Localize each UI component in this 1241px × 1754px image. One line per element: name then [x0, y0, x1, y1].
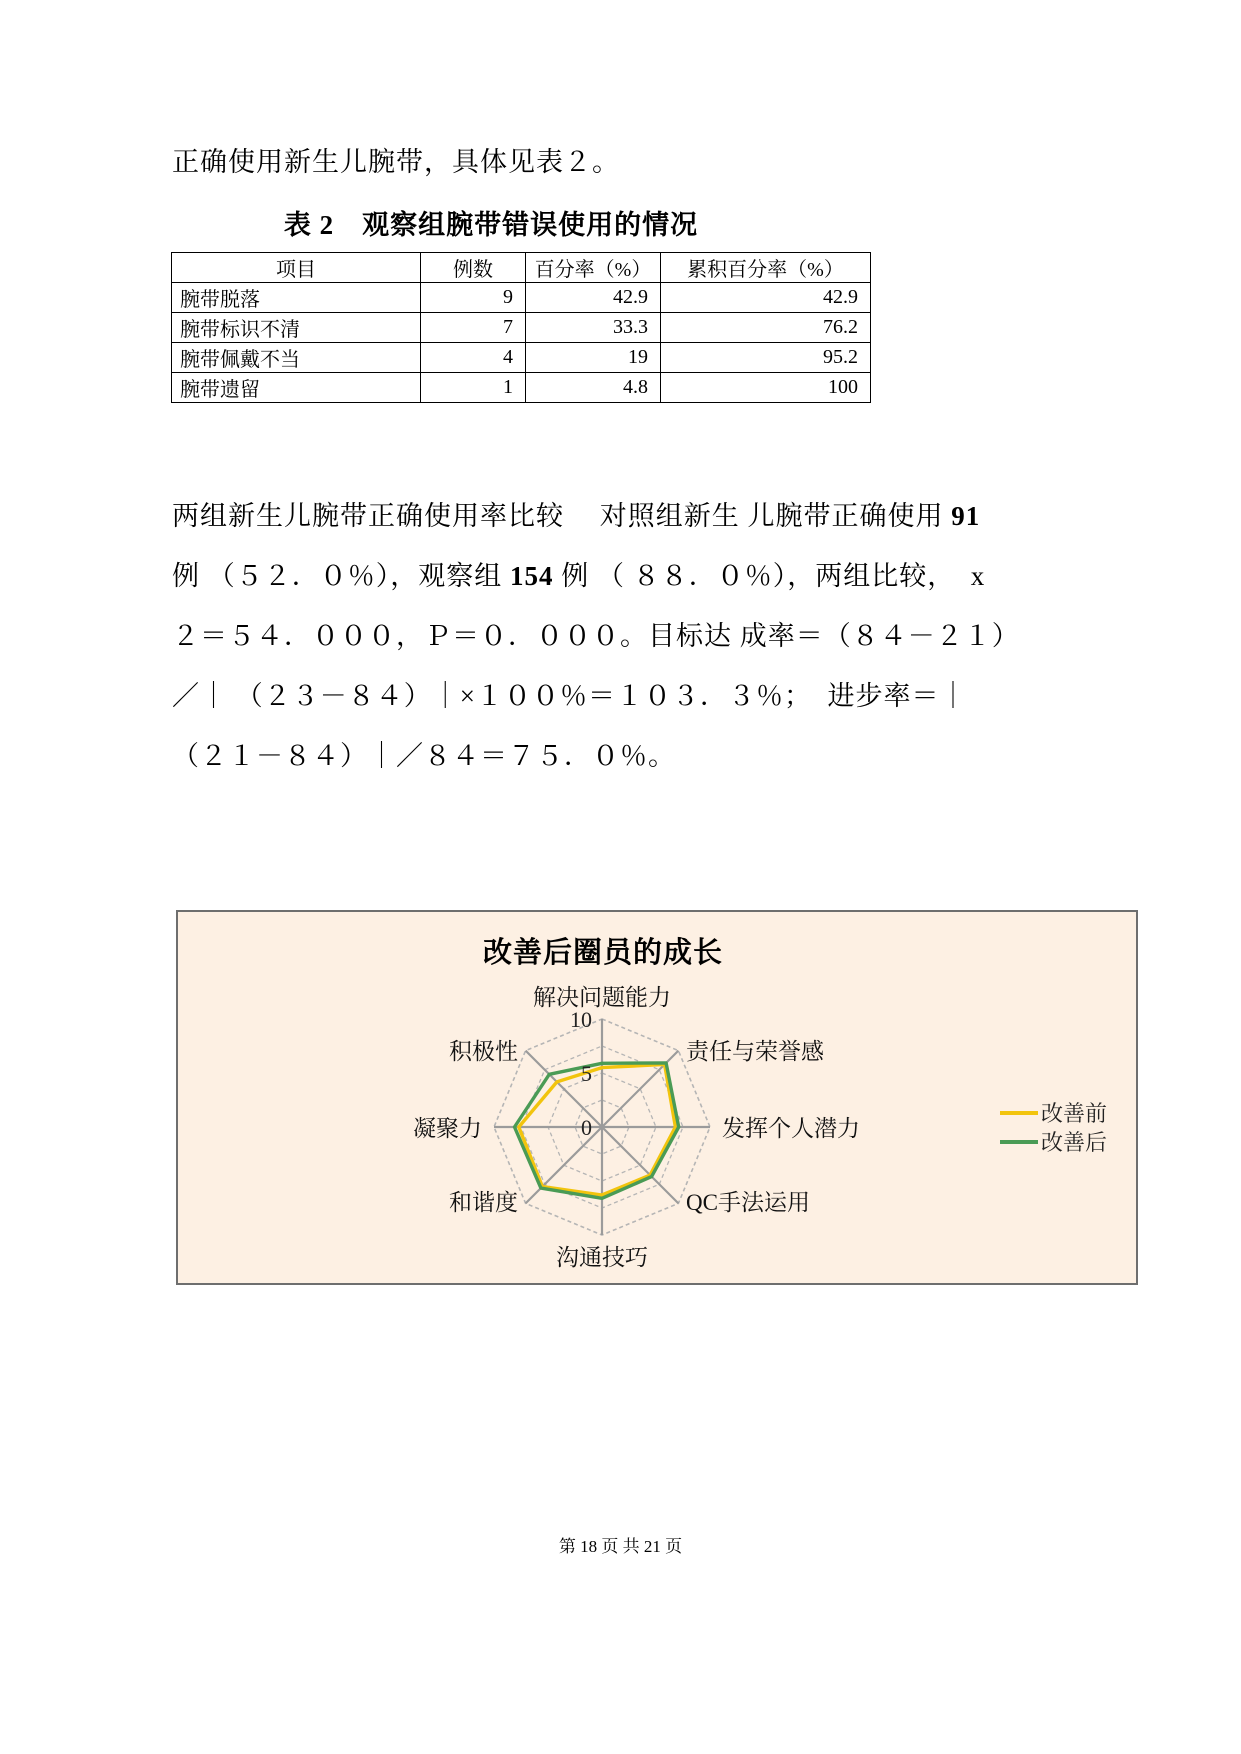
- bold-number: 154: [510, 561, 554, 591]
- paragraph-line: ／｜ （２３－８４）｜×１００％＝１０３．３％； 进步率＝｜: [172, 681, 968, 711]
- legend-line-after-icon: [1000, 1140, 1038, 1144]
- paragraph-text: 例 （ ８８．０％），两组比较， x: [553, 561, 986, 591]
- value-cell: 4.8: [526, 373, 661, 403]
- value-cell: 7: [421, 313, 526, 343]
- category-label: 解决问题能力: [533, 985, 671, 1010]
- value-cell: 1: [421, 373, 526, 403]
- category-label: 发挥个人潜力: [722, 1116, 860, 1141]
- paragraph-text: 例 （５２．０％），观察组: [172, 561, 510, 591]
- legend-label-before: 改善前: [1041, 1101, 1108, 1126]
- tick-label: 5: [581, 1061, 592, 1086]
- category-label: 积极性: [449, 1039, 518, 1064]
- item-cell: 腕带遗留: [172, 373, 421, 403]
- legend-label-after: 改善后: [1041, 1130, 1108, 1155]
- bold-number: 91: [951, 501, 981, 531]
- value-cell: 4: [421, 343, 526, 373]
- value-cell: 42.9: [661, 283, 871, 313]
- value-cell: 33.3: [526, 313, 661, 343]
- comparison-paragraph: [172, 486, 1102, 786]
- page-number: 第 18 页 共 21 页: [558, 1537, 683, 1556]
- category-label: 和谐度: [449, 1190, 518, 1215]
- col-header-cum-percent: 累积百分率（%）: [661, 253, 871, 283]
- item-cell: 腕带标识不清: [172, 313, 421, 343]
- category-label: 沟通技巧: [556, 1245, 648, 1270]
- table-title: 表 2 观察组腕带错误使用的情况: [283, 210, 699, 240]
- tick-label: 10: [570, 1007, 592, 1032]
- paragraph-text: 两组新生儿腕带正确使用率比较 对照组新生 儿腕带正确使用: [172, 501, 952, 531]
- tick-label: 0: [581, 1115, 592, 1140]
- table-row: [172, 313, 871, 343]
- table-row: [172, 343, 871, 373]
- category-label: 凝聚力: [413, 1116, 482, 1141]
- paragraph-line: ２＝５４．０００，Ｐ＝０．０００。目标达 成率＝（８４－２１）: [172, 621, 1020, 651]
- chart-title: 改善后圈员的成长: [482, 937, 723, 969]
- intro-text: 正确使用新生儿腕带，具体见表２。: [172, 147, 620, 177]
- col-header-percent: 百分率（%）: [526, 253, 661, 283]
- legend-item-after: [1000, 1127, 1107, 1156]
- value-cell: 19: [526, 343, 661, 373]
- value-cell: 95.2: [661, 343, 871, 373]
- value-cell: 100: [661, 373, 871, 403]
- paragraph-line: [172, 486, 1102, 546]
- table-header-row: [172, 253, 871, 283]
- item-cell: 腕带脱落: [172, 283, 421, 313]
- legend-line-before-icon: [1000, 1111, 1038, 1115]
- value-cell: 9: [421, 283, 526, 313]
- radar-chart: [178, 912, 1132, 1279]
- category-label: 责任与荣誉感: [686, 1039, 824, 1064]
- chart-legend: [1000, 1098, 1107, 1156]
- item-cell: 腕带佩戴不当: [172, 343, 421, 373]
- radar-chart-panel: [176, 910, 1138, 1285]
- legend-item-before: [1000, 1098, 1107, 1127]
- category-label: QC手法运用: [686, 1190, 810, 1215]
- value-cell: 76.2: [661, 313, 871, 343]
- paragraph-line: [172, 546, 1102, 606]
- col-header-item: 项目: [172, 253, 421, 283]
- value-cell: 42.9: [526, 283, 661, 313]
- col-header-cases: 例数: [421, 253, 526, 283]
- error-usage-table: [171, 252, 871, 403]
- table-row: [172, 373, 871, 403]
- table-row: [172, 283, 871, 313]
- paragraph-line: （２１－８４）｜／８４＝７５．０％。: [172, 741, 676, 771]
